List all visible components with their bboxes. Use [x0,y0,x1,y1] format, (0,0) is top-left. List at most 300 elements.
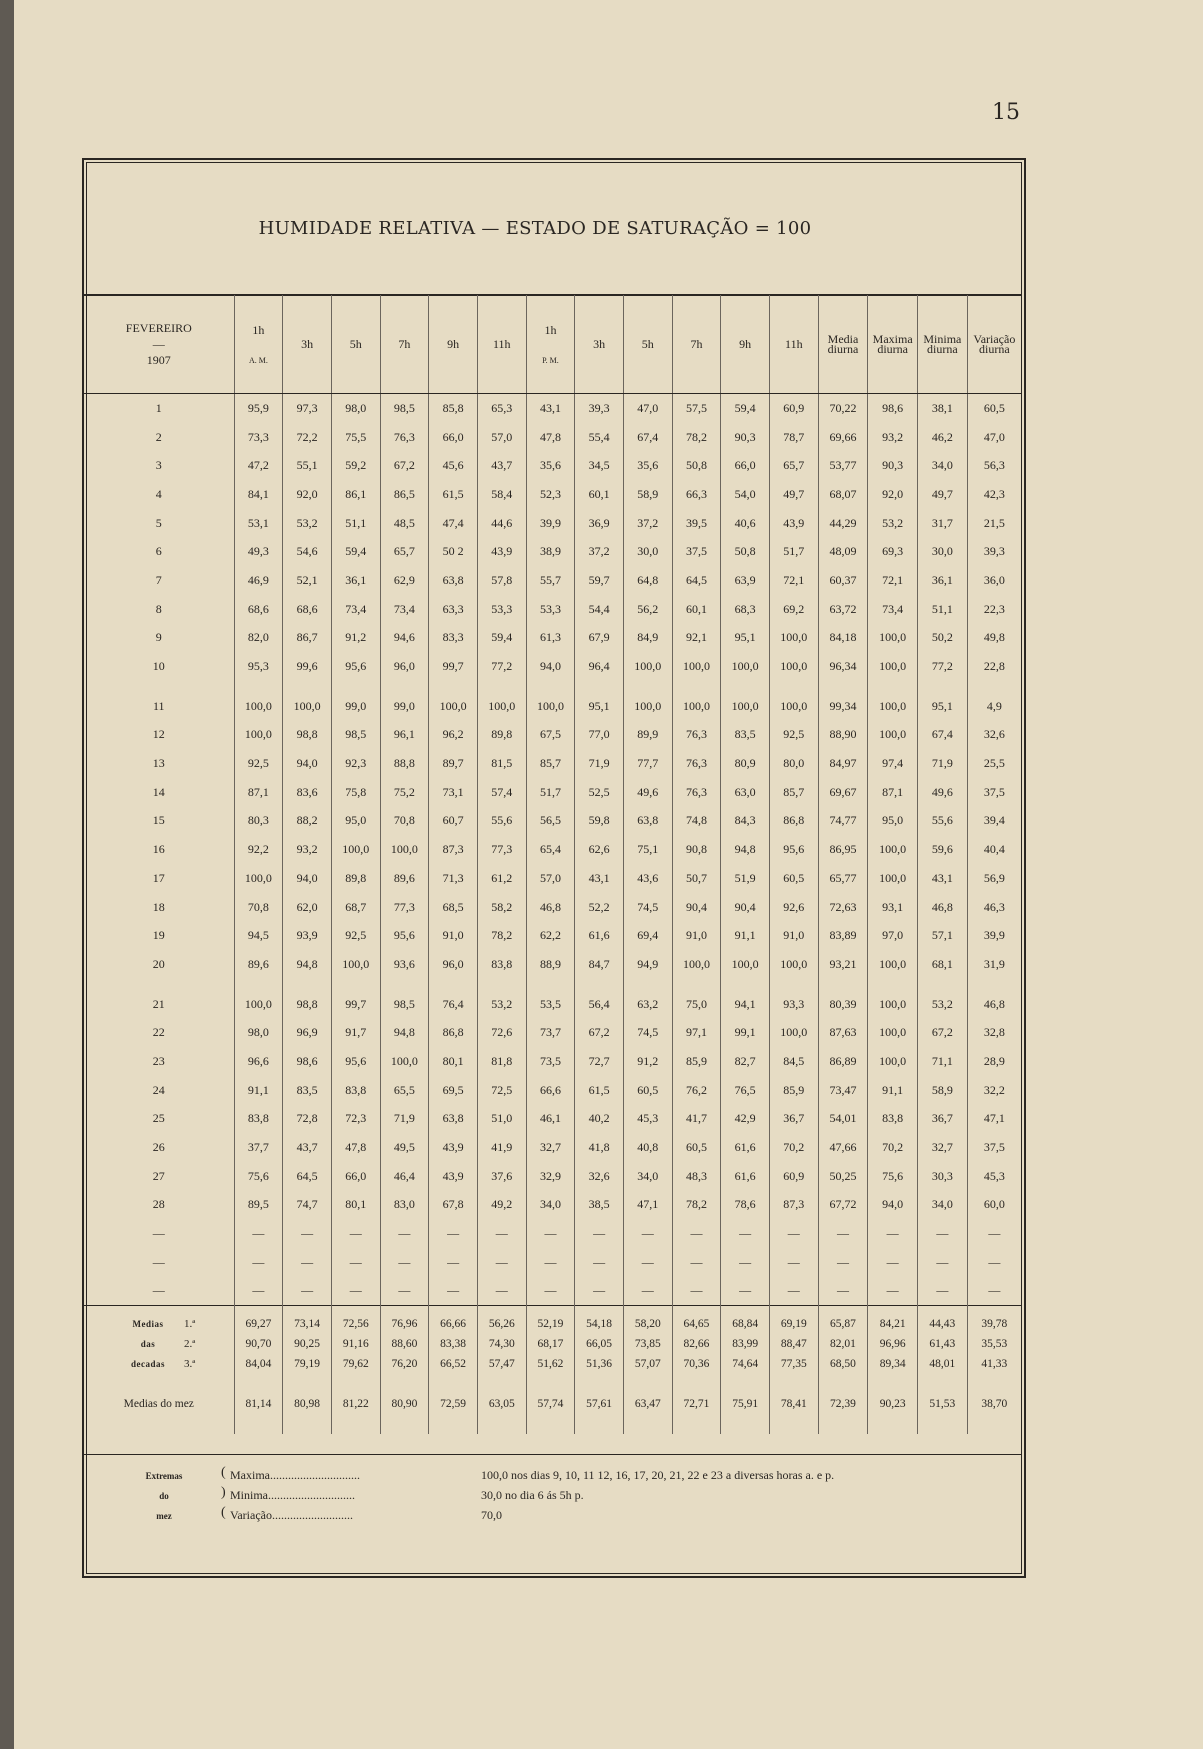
value-cell: 91,0 [429,921,478,950]
value-cell: 72,59 [429,1374,478,1434]
table-row [84,950,1021,979]
header-hour: 3h [283,295,332,394]
gap-cell [818,681,868,692]
value-cell: 40,2 [575,1105,624,1134]
value-cell: 93,6 [380,950,429,979]
dash-cell: — [672,1248,721,1277]
dash-cell: — [429,1248,478,1277]
value-cell: 100,0 [769,950,818,979]
day-cell: 6 [155,544,162,559]
value-cell: 43,1 [526,394,575,423]
value-cell: 92,6 [769,893,818,922]
value-cell: 55,6 [477,807,526,836]
value-cell: 60,5 [769,864,818,893]
value-cell: 87,3 [429,835,478,864]
value-cell: 90,3 [721,423,770,452]
value-cell: 62,6 [575,835,624,864]
dash-cell: — [477,1219,526,1248]
dash-cell: — [331,1248,380,1277]
value-cell: 54,6 [283,537,332,566]
value-cell: 46,9 [234,566,283,595]
value-cell: 100,0 [868,721,918,750]
value-cell: 49,6 [918,778,968,807]
gap-cell [380,681,429,692]
dash-cell: — [918,1248,968,1277]
value-cell: 99,0 [331,692,380,721]
dash-cell: — [868,1248,918,1277]
value-cell: 32,7 [526,1133,575,1162]
value-cell: 51,62 [526,1354,575,1374]
value-cell: 61,6 [721,1162,770,1191]
dash-cell: — [234,1277,283,1306]
value-cell: 91,2 [623,1047,672,1076]
value-cell: 55,7 [526,566,575,595]
value-cell: 71,9 [918,749,968,778]
value-cell: 100,0 [234,990,283,1019]
day-cell: 24 [152,1082,165,1097]
value-cell: 81,22 [331,1374,380,1434]
value-cell: 25,5 [967,749,1021,778]
value-cell: 100,0 [477,692,526,721]
extrema-value: 100,0 nos dias 9, 10, 11 12, 16, 17, 20, 21, 22 e 23 a diversas horas a. e p. [481,1468,835,1482]
value-cell: 73,7 [526,1018,575,1047]
value-cell: 79,62 [331,1354,380,1374]
value-cell: 95,6 [331,652,380,681]
value-cell: 42,3 [967,480,1021,509]
value-cell: 67,2 [918,1018,968,1047]
value-cell: 100,0 [868,652,918,681]
header-hour: 5h [623,295,672,394]
value-cell: 100,0 [721,950,770,979]
value-cell: 67,2 [575,1018,624,1047]
gap-cell [721,681,770,692]
value-cell: 49,7 [918,480,968,509]
extremas-label: do [159,1491,169,1501]
day-cell: 23 [152,1053,165,1068]
value-cell: 90,25 [283,1334,332,1354]
value-cell: 44,6 [477,509,526,538]
dash-cell: — [623,1248,672,1277]
value-cell: 65,3 [477,394,526,423]
value-cell: 69,4 [623,921,672,950]
value-cell: 32,9 [526,1162,575,1191]
value-cell: 80,39 [818,990,868,1019]
value-cell: 51,36 [575,1354,624,1374]
value-cell: 28,9 [967,1047,1021,1076]
table-row [84,652,1021,681]
value-cell: 51,1 [918,595,968,624]
value-cell: 84,18 [818,624,868,653]
header-hour: 5h [331,295,380,394]
value-cell: 73,4 [331,595,380,624]
decada-row [84,1354,1021,1374]
value-cell: 30,0 [918,537,968,566]
value-cell: 86,95 [818,835,868,864]
table-row [84,990,1021,1019]
gap-cell [575,681,624,692]
dash-cell: — [868,1277,918,1306]
value-cell: 61,5 [575,1076,624,1105]
decada-number: 2.ª [184,1338,196,1351]
value-cell: 89,8 [477,721,526,750]
value-cell: 83,38 [429,1334,478,1354]
value-cell: 63,0 [721,778,770,807]
value-cell: 38,9 [526,537,575,566]
value-cell: 34,0 [526,1191,575,1220]
header-hour: 11h [477,295,526,394]
value-cell: 57,61 [575,1374,624,1434]
value-cell: 85,7 [526,749,575,778]
value-cell: 56,9 [967,864,1021,893]
value-cell: 80,3 [234,807,283,836]
value-cell: 83,0 [380,1191,429,1220]
value-cell: 72,5 [477,1076,526,1105]
value-cell: 70,36 [672,1354,721,1374]
value-cell: 37,5 [967,778,1021,807]
value-cell: 81,14 [234,1374,283,1434]
value-cell: 58,9 [918,1076,968,1105]
value-cell: 77,35 [769,1354,818,1374]
extrema-name: Maxima.............................. [230,1468,360,1482]
value-cell: 50,8 [721,537,770,566]
value-cell: 73,4 [868,595,918,624]
value-cell: 83,89 [818,921,868,950]
value-cell: 77,7 [623,749,672,778]
value-cell: 98,6 [283,1047,332,1076]
decada-label: Medias [132,1319,164,1330]
value-cell: 72,8 [283,1105,332,1134]
value-cell: 56,4 [575,990,624,1019]
decada-number: 3.ª [184,1358,196,1371]
value-cell: 51,7 [769,537,818,566]
value-cell: 53,77 [818,451,868,480]
value-cell: 57,8 [477,566,526,595]
value-cell: 94,0 [283,749,332,778]
value-cell: 60,7 [429,807,478,836]
value-cell: 58,9 [623,480,672,509]
value-cell: 66,6 [526,1076,575,1105]
value-cell: 79,19 [283,1354,332,1374]
value-cell: 36,1 [331,566,380,595]
value-cell: 83,5 [721,721,770,750]
day-cell: 3 [155,458,162,473]
table-row [84,864,1021,893]
value-cell: 83,99 [721,1334,770,1354]
value-cell: 69,67 [818,778,868,807]
value-cell: 47,2 [234,451,283,480]
value-cell: 92,3 [331,749,380,778]
value-cell: 63,8 [429,1105,478,1134]
dash-row [84,1277,1021,1306]
group-gap [84,979,1021,990]
value-cell: 34,0 [918,451,968,480]
value-cell: 46,8 [526,893,575,922]
value-cell: 46,2 [918,423,968,452]
value-cell: 75,5 [331,423,380,452]
value-cell: 94,8 [721,835,770,864]
value-cell: 77,2 [918,652,968,681]
value-cell: 53,2 [283,509,332,538]
value-cell: 77,2 [477,652,526,681]
day-cell: 15 [152,813,165,828]
value-cell: 91,7 [331,1018,380,1047]
table-row [84,1076,1021,1105]
value-cell: 68,5 [429,893,478,922]
value-cell: 47,4 [429,509,478,538]
value-cell: 85,7 [769,778,818,807]
value-cell: 88,90 [818,721,868,750]
header-month-cell [84,295,234,394]
gap-cell [623,681,672,692]
value-cell: 39,3 [967,537,1021,566]
extrema-value: 70,0 [481,1508,502,1522]
header-minima: Minima diurna [918,295,968,394]
value-cell: 85,9 [769,1076,818,1105]
value-cell: 100,0 [868,624,918,653]
value-cell: 95,1 [575,692,624,721]
value-cell: 52,3 [526,480,575,509]
value-cell: 55,4 [575,423,624,452]
value-cell: 69,66 [818,423,868,452]
value-cell: 96,6 [234,1047,283,1076]
gap-cell [967,979,1021,990]
header-variacao: Variação diurna [967,295,1021,394]
value-cell: 80,9 [721,749,770,778]
value-cell: 99,34 [818,692,868,721]
table-row [84,1191,1021,1220]
humidity-table [84,295,1021,1434]
value-cell: 55,1 [283,451,332,480]
table-row [84,1018,1021,1047]
header-pm: P. M. [542,356,559,365]
value-cell: 57,0 [477,423,526,452]
gap-cell [918,681,968,692]
dash-cell: — [380,1219,429,1248]
value-cell: 90,23 [868,1374,918,1434]
value-cell: 59,4 [721,394,770,423]
value-cell: 100,0 [868,692,918,721]
value-cell: 53,5 [526,990,575,1019]
value-cell: 69,19 [769,1306,818,1335]
value-cell: 63,47 [623,1374,672,1434]
value-cell: 87,3 [769,1191,818,1220]
value-cell: 88,2 [283,807,332,836]
value-cell: 54,0 [721,480,770,509]
value-cell: 22,3 [967,595,1021,624]
value-cell: 83,8 [868,1105,918,1134]
value-cell: 66,0 [429,423,478,452]
dash-cell: — [769,1219,818,1248]
extrema-value: 30,0 no dia 6 ás 5h p. [481,1488,584,1502]
value-cell: 59,4 [477,624,526,653]
value-cell: 51,53 [918,1374,968,1434]
medias-mez-row [84,1374,1021,1434]
value-cell: 51,0 [477,1105,526,1134]
value-cell: 60,5 [672,1133,721,1162]
value-cell: 75,1 [623,835,672,864]
value-cell: 100,0 [380,1047,429,1076]
day-cell: 26 [152,1140,165,1155]
dash-cell: — [477,1248,526,1277]
value-cell: 60,1 [575,480,624,509]
value-cell: 54,18 [575,1306,624,1335]
value-cell: 97,3 [283,394,332,423]
value-cell: 100,0 [868,864,918,893]
value-cell: 60,1 [672,595,721,624]
gap-cell [283,681,332,692]
value-cell: 61,2 [477,864,526,893]
value-cell: 78,2 [672,1191,721,1220]
day-cell: 19 [152,928,165,943]
dash-cell: — [672,1277,721,1306]
value-cell: 34,0 [623,1162,672,1191]
value-cell: 76,20 [380,1354,429,1374]
day-cell: 7 [155,572,162,587]
value-cell: 66,3 [672,480,721,509]
gap-cell [526,979,575,990]
table-row [84,692,1021,721]
gap-cell [84,681,234,692]
value-cell: 49,3 [234,537,283,566]
value-cell: 41,9 [477,1133,526,1162]
value-cell: 76,3 [672,749,721,778]
header-hour: 7h [380,295,429,394]
value-cell: 53,3 [526,595,575,624]
value-cell: 65,7 [380,537,429,566]
gap-cell [967,681,1021,692]
value-cell: 96,2 [429,721,478,750]
value-cell: 98,5 [380,394,429,423]
value-cell: 100,0 [331,835,380,864]
value-cell: 44,29 [818,509,868,538]
value-cell: 49,6 [623,778,672,807]
value-cell: 75,0 [672,990,721,1019]
value-cell: 94,6 [380,624,429,653]
day-cell: 13 [152,756,165,771]
dash-cell: — [769,1277,818,1306]
value-cell: 37,2 [623,509,672,538]
value-cell: 39,4 [967,807,1021,836]
value-cell: 82,66 [672,1334,721,1354]
value-cell: 86,8 [429,1018,478,1047]
value-cell: 59,4 [331,537,380,566]
value-cell: 91,1 [868,1076,918,1105]
value-cell: 47,0 [967,423,1021,452]
value-cell: 43,9 [477,537,526,566]
value-cell: 32,8 [967,1018,1021,1047]
value-cell: 91,1 [234,1076,283,1105]
dash-cell: — [918,1277,968,1306]
value-cell: 76,3 [380,423,429,452]
value-cell: 83,8 [234,1105,283,1134]
gap-cell [769,979,818,990]
value-cell: 82,01 [818,1334,868,1354]
value-cell: 93,1 [868,893,918,922]
value-cell: 90,8 [672,835,721,864]
value-cell: 95,1 [721,624,770,653]
value-cell: 73,85 [623,1334,672,1354]
header-hour: 1h A. M. [234,295,283,394]
value-cell: 94,0 [868,1191,918,1220]
value-cell: 39,9 [526,509,575,538]
value-cell: 84,7 [575,950,624,979]
value-cell: 45,6 [429,451,478,480]
day-cell: 5 [155,515,162,530]
gap-cell [331,681,380,692]
dash-cell: — [575,1277,624,1306]
value-cell: 31,7 [918,509,968,538]
value-cell: 100,0 [868,990,918,1019]
value-cell: 92,0 [283,480,332,509]
extrema-name: Minima............................. [230,1488,355,1502]
value-cell: 100,0 [283,692,332,721]
dash-row [84,1219,1021,1248]
value-cell: 96,9 [283,1018,332,1047]
value-cell: 96,4 [575,652,624,681]
value-cell: 62,2 [526,921,575,950]
dash-cell: — [234,1248,283,1277]
value-cell: 39,5 [672,509,721,538]
value-cell: 43,1 [918,864,968,893]
value-cell: 68,17 [526,1334,575,1354]
table-row [84,480,1021,509]
value-cell: 83,6 [283,778,332,807]
value-cell: 70,8 [380,807,429,836]
dash-cell: — [477,1277,526,1306]
value-cell: 68,84 [721,1306,770,1335]
value-cell: 95,0 [868,807,918,836]
value-cell: 89,9 [623,721,672,750]
value-cell: 56,5 [526,807,575,836]
value-cell: 39,78 [967,1306,1021,1335]
value-cell: 84,9 [623,624,672,653]
value-cell: 75,8 [331,778,380,807]
value-cell: 96,34 [818,652,868,681]
value-cell: 93,9 [283,921,332,950]
value-cell: 32,2 [967,1076,1021,1105]
dash-cell: — [575,1248,624,1277]
value-cell: 94,1 [721,990,770,1019]
value-cell: 57,47 [477,1354,526,1374]
value-cell: 68,6 [234,595,283,624]
table-row [84,624,1021,653]
table-row [84,595,1021,624]
value-cell: 64,8 [623,566,672,595]
day-cell: 22 [152,1025,165,1040]
day-cell: 4 [155,486,162,501]
value-cell: 48,3 [672,1162,721,1191]
value-cell: 63,8 [623,807,672,836]
gap-cell [575,979,624,990]
value-cell: 76,5 [721,1076,770,1105]
value-cell: 87,1 [868,778,918,807]
value-cell: 97,1 [672,1018,721,1047]
value-cell: 62,9 [380,566,429,595]
value-cell: 77,3 [380,893,429,922]
value-cell: 83,8 [477,950,526,979]
value-cell: 46,1 [526,1105,575,1134]
value-cell: 41,8 [575,1133,624,1162]
value-cell: 54,01 [818,1105,868,1134]
value-cell: 78,7 [769,423,818,452]
value-cell: 67,2 [380,451,429,480]
value-cell: 35,53 [967,1334,1021,1354]
table-row [84,566,1021,595]
gap-cell [918,979,968,990]
value-cell: 78,41 [769,1374,818,1434]
value-cell: 95,6 [380,921,429,950]
value-cell: 66,52 [429,1354,478,1374]
